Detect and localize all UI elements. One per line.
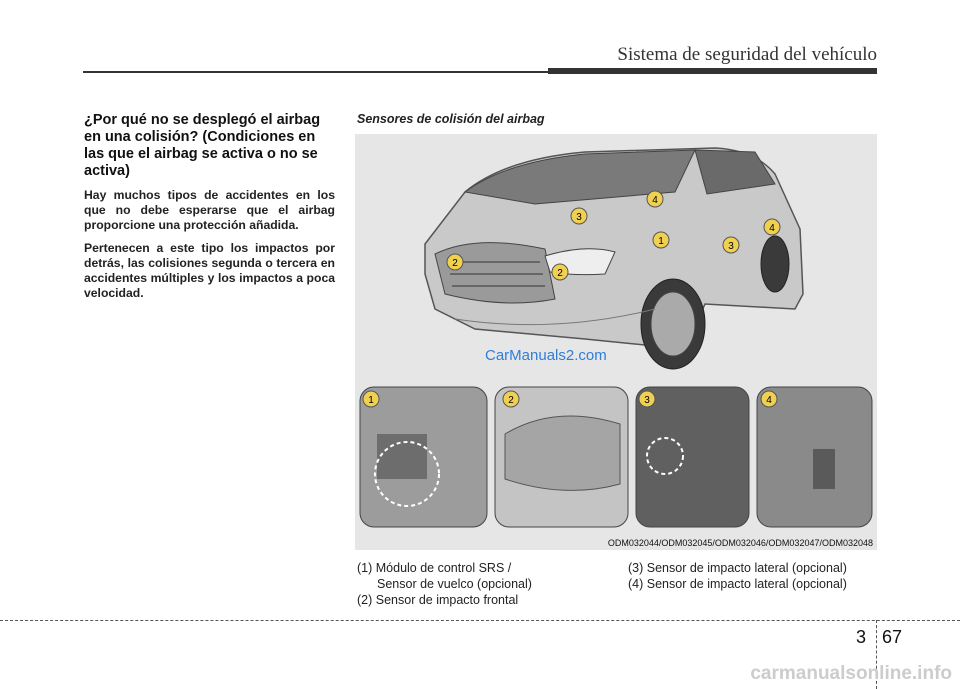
watermark: CarManuals2.com <box>485 347 607 364</box>
marker-4-rear: 4 <box>769 223 775 234</box>
marker-2-right: 2 <box>557 268 563 279</box>
inset-3 <box>636 387 749 527</box>
legend-item-4: (4) Sensor de impacto lateral (opcional) <box>628 577 847 591</box>
suv-drawing <box>425 148 803 369</box>
marker-4-front: 4 <box>652 195 658 206</box>
vehicle-illustration <box>355 134 877 550</box>
section-title: Sistema de seguridad del vehículo <box>617 44 877 65</box>
legend-item-1: (1) Módulo de control SRS / <box>357 561 512 575</box>
inset-1-label: 1 <box>368 395 374 406</box>
marker-2-left: 2 <box>452 258 458 269</box>
inset-4 <box>757 387 872 527</box>
chapter-number: 3 <box>856 627 867 647</box>
inset-4-label: 4 <box>766 395 772 406</box>
section-heading: ¿Por qué no se desplegó el airbag en una colisión? (Condiciones en las que el airbag se activa o no se activa) <box>84 112 321 179</box>
figure-caption: Sensores de colisión del airbag <box>357 112 545 126</box>
legend-right <box>628 560 847 592</box>
figure-code: ODM032044/ODM032045/ODM032046/ODM032047/ODM032048 <box>607 538 873 548</box>
paragraph-2: Pertenecen a este tipo los impactos por detrás, las colisiones segunda o tercera en accidentes múltiples y los impactos a poca velocidad. <box>84 241 335 300</box>
legend-item-1-cont: Sensor de vuelco (opcional) <box>377 577 532 591</box>
airbag-sensor-figure <box>355 134 877 550</box>
left-column <box>84 112 335 309</box>
legend-item-3: (3) Sensor de impacto lateral (opcional) <box>628 561 847 575</box>
legend-left <box>357 560 532 608</box>
marker-3-rear: 3 <box>728 241 734 252</box>
inset-2 <box>495 387 628 527</box>
site-watermark: carmanualsonline.info <box>750 663 952 684</box>
page-number: 67 <box>882 627 903 647</box>
marker-3-front: 3 <box>576 212 582 223</box>
paragraph-1: Hay muchos tipos de accidentes en los que no debe esperarse que el airbag proporcione una protección añadida. <box>84 188 335 232</box>
inset-2-label: 2 <box>508 395 514 406</box>
inset-1 <box>360 387 487 527</box>
header-rule-accent <box>548 68 877 74</box>
footer-rule <box>0 620 960 621</box>
legend-item-2: (2) Sensor de impacto frontal <box>357 593 519 607</box>
marker-1: 1 <box>658 236 664 247</box>
inset-3-label: 3 <box>644 395 650 406</box>
